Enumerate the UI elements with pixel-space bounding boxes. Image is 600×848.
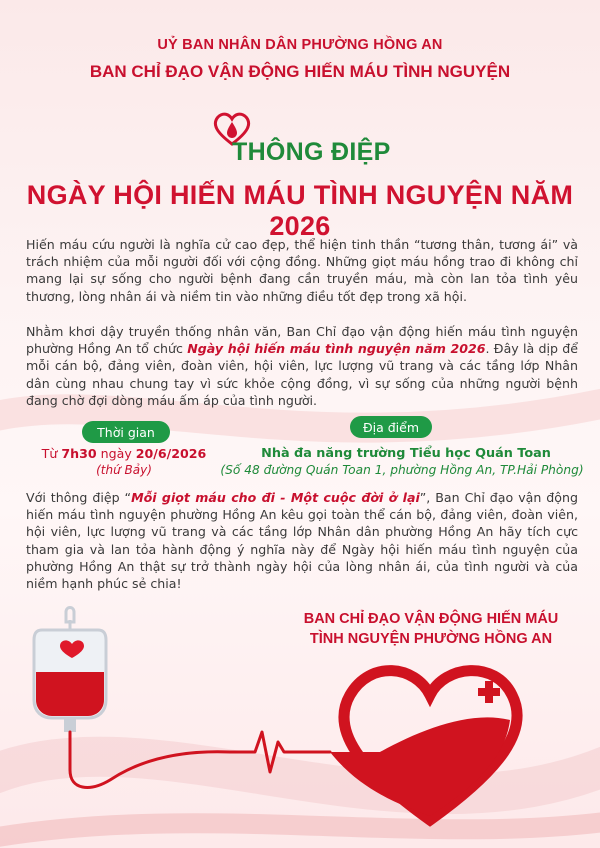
event-place-name: Nhà đa năng trường Tiểu học Quán Toan xyxy=(261,446,551,461)
cta-text-before: Với thông điệp “ xyxy=(26,490,132,505)
cta-text-after: ”, Ban Chỉ đạo vận động hiến máu tình nguyện phường Hồng An kêu gọi toàn thể cán bộ, đảng viên, đoàn viên, hội viên, lực lượng vũ trang và các tầng lớp Nhân dân phường Hồng An hãy tích cực tham gia và lan tỏa hành động ý nghĩa này để Ngày hội hiến máu tình nguyện của phường Hồng An thật sự trở thành ngày hội của lòng nhân ái, của tình người và của niềm hạnh phúc sẻ chia! xyxy=(26,490,578,592)
time-prefix: Từ xyxy=(41,446,62,461)
blood-donation-illustration xyxy=(0,600,600,848)
intro-paragraph: Hiến máu cứu người là nghĩa cử cao đẹp, thể hiện tinh thần “tương thân, tương ái” và trách nhiệm của mỗi người đối với cộng đồng. Những giọt máu hồng trao đi không chỉ mang lại sự sống cho người bệnh đang cần truyền máu, mà còn lan tỏa tình yêu thương, lòng nhân ái và niềm tin vào những điều tốt đẹp trong xã hội. xyxy=(26,237,578,304)
time-hour: 7h30 xyxy=(61,446,97,461)
event-place-address: (Số 48 đường Quán Toan 1, phường Hồng An, TP.Hải Phòng) xyxy=(220,463,584,477)
message-label: THÔNG ĐIỆP xyxy=(232,138,391,166)
time-label-badge: Thời gian xyxy=(82,421,170,443)
purpose-text-before: Nhằm khơi dậy truyền thống nhân văn, Ban Chỉ đạo vận động hiến máu tình nguyện phường Hồng An tổ chức xyxy=(26,324,578,357)
event-time xyxy=(24,446,224,461)
place-label-badge: Địa điểm xyxy=(350,416,432,438)
event-name-highlight: Ngày hội hiến máu tình nguyện năm 2026 xyxy=(187,341,486,357)
purpose-text-after: . Đây là dịp để mỗi cán bộ, đảng viên, đoàn viên, hội viên, lực lượng vũ trang và các tầng lớp Nhân dân cùng nhau chung tay vì sức khỏe cộng đồng, vì sự sống của những người bệnh đang chờ đợi dòng máu ấm áp của tình người. xyxy=(26,341,578,408)
org-name: UỶ BAN NHÂN DÂN PHƯỜNG HỒNG AN xyxy=(157,37,443,53)
heart-cross-icon xyxy=(330,671,517,820)
blood-bag-icon xyxy=(34,608,106,733)
main-title: NGÀY HỘI HIẾN MÁU TÌNH NGUYỆN NĂM 2026 xyxy=(26,180,574,241)
time-date: 20/6/2026 xyxy=(135,446,207,461)
time-mid: ngày xyxy=(96,446,136,461)
committee-name: BAN CHỈ ĐẠO VẬN ĐỘNG HIẾN MÁU TÌNH NGUYỆN xyxy=(89,62,511,81)
purpose-paragraph xyxy=(26,323,578,409)
slogan: Mỗi giọt máu cho đi - Một cuộc đời ở lại xyxy=(131,490,420,505)
call-to-action-paragraph xyxy=(26,489,578,592)
signature-line-1: BAN CHỈ ĐẠO VẬN ĐỘNG HIẾN MÁU xyxy=(303,611,559,627)
event-weekday: (thứ Bảy) xyxy=(96,463,152,477)
signature-line-2: TÌNH NGUYỆN PHƯỜNG HỒNG AN xyxy=(309,631,553,647)
